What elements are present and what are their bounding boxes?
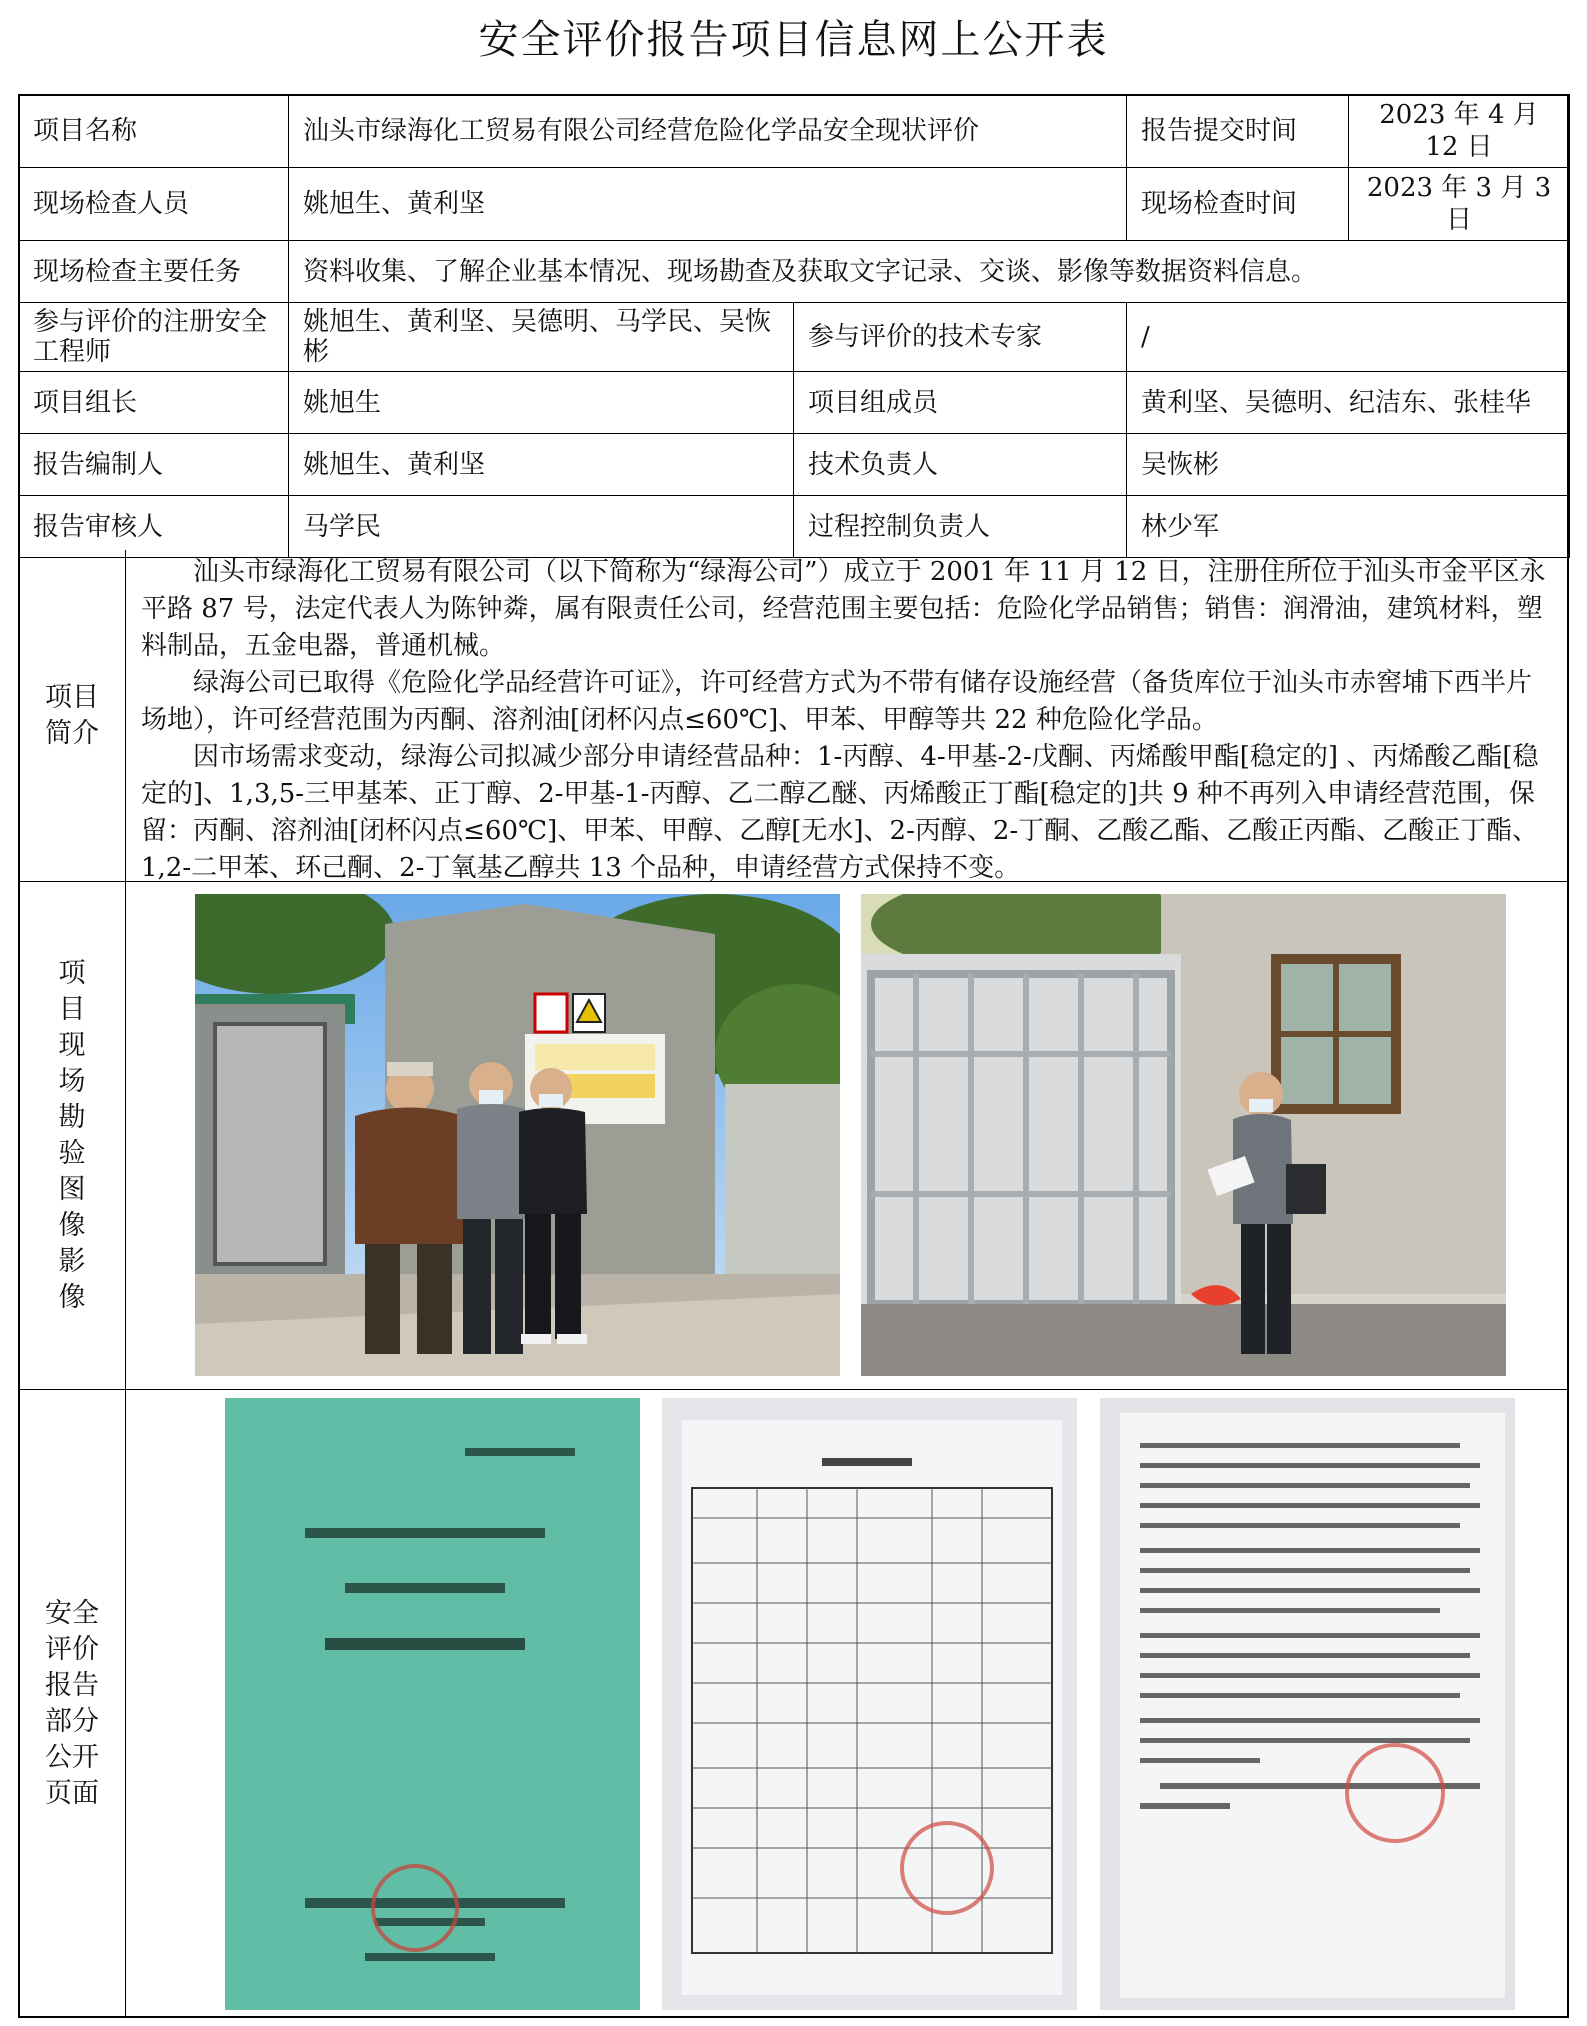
task-value: 资料收集、了解企业基本情况、现场勘查及获取文字记录、交谈、影像等数据资料信息。 — [289, 241, 1570, 303]
table-row — [19, 496, 1570, 558]
intro-section — [18, 550, 1569, 882]
report-pages-section — [18, 1390, 1569, 2018]
leader-value: 姚旭生 — [289, 372, 794, 434]
engineers-value: 姚旭生、黄利坚、吴德明、马学民、吴恢彬 — [289, 303, 794, 372]
project-name-value: 汕头市绿海化工贸易有限公司经营危险化学品安全现状评价 — [289, 95, 1127, 168]
compiler-value: 姚旭生、黄利坚 — [289, 434, 794, 496]
site-photo-entrance — [195, 894, 840, 1376]
inspect-time-label: 现场检查时间 — [1127, 168, 1349, 241]
leader-label: 项目组长 — [19, 372, 289, 434]
intro-paragraph: 绿海公司已取得《危险化学品经营许可证》，许可经营方式为不带有储存设施经营（备货库位于汕头市赤窖埔下西半片场地），许可经营范围为丙酮、溶剂油[闭杯闪点≤60℃]、甲苯、甲醇等共 22 种危险化学品。 — [141, 668, 1533, 735]
members-label: 项目组成员 — [794, 372, 1127, 434]
compiler-label: 报告编制人 — [19, 434, 289, 496]
table-row — [19, 434, 1570, 496]
pages-label-text: 安全评价报告部分公开页面 — [45, 1597, 99, 1809]
report-cover-image — [225, 1398, 640, 2010]
inspectors-label: 现场检查人员 — [19, 168, 289, 241]
table-row — [19, 95, 1570, 168]
pages-label — [19, 1390, 126, 2017]
reviewer-value: 马学民 — [289, 496, 794, 558]
site-photos-section — [18, 882, 1569, 1390]
task-label: 现场检查主要任务 — [19, 241, 289, 303]
tech-value: 吴恢彬 — [1127, 434, 1570, 496]
submit-time-label: 报告提交时间 — [1127, 95, 1349, 168]
evaluator-signature-page-image — [662, 1398, 1077, 2010]
members-value: 黄利坚、吴德明、纪洁东、张桂华 — [1127, 372, 1570, 434]
project-name-label: 项目名称 — [19, 95, 289, 168]
reviewer-label: 报告审核人 — [19, 496, 289, 558]
inspectors-value: 姚旭生、黄利坚 — [289, 168, 1127, 241]
engineers-label: 参与评价的注册安全工程师 — [19, 303, 289, 372]
submit-time-value: 2023 年 4 月 12 日 — [1349, 95, 1570, 168]
intro-text — [141, 554, 1551, 887]
photos-label-text: 项目现场勘验图像影像 — [58, 957, 86, 1313]
intro-label-text: 项目简介 — [45, 681, 99, 749]
page-title: 安全评价报告项目信息网上公开表 — [478, 17, 1109, 63]
info-table — [18, 94, 1570, 558]
photos-label — [19, 882, 126, 1389]
inspect-time-value: 2023 年 3 月 3 日 — [1349, 168, 1570, 241]
table-row — [19, 303, 1570, 372]
table-row — [19, 168, 1570, 241]
intro-label — [19, 550, 126, 881]
tech-label: 技术负责人 — [794, 434, 1127, 496]
site-photo-gate — [861, 894, 1506, 1376]
experts-label: 参与评价的技术专家 — [794, 303, 1127, 372]
table-row — [19, 241, 1570, 303]
table-row — [19, 372, 1570, 434]
process-value: 林少军 — [1127, 496, 1570, 558]
intro-paragraph: 因市场需求变动，绿海公司拟减少部分申请经营品种：1-丙醇、4-甲基-2-戊酮、丙烯酸甲酯[稳定的] 、丙烯酸乙酯[稳定的]、1,3,5-三甲基苯、正丁醇、2-甲基-1-丙醇、乙二醇乙醚、丙烯酸正丁酯[稳定的]共 9 种不再列入申请经营范围，保留：丙酮、溶剂油[闭杯闪点≤60℃]、甲苯、甲醇、乙醇[无水]、2-丙醇、2-丁酮、乙酸乙酯、乙酸正丙酯、乙酸正丁酯、1,2-二甲苯、环己酮、2-丁氧基乙醇共 13 个品种，申请经营方式保持不变。 — [141, 742, 1539, 883]
intro-paragraph: 汕头市绿海化工贸易有限公司（以下简称为“绿海公司”）成立于 2001 年 11 月 12 日，注册住所位于汕头市金平区永平路 87 号，法定代表人为陈钟粦，属有限责任公司，经营范围主要包括：危险化学品销售；销售：润滑油，建筑材料，塑料制品，五金电器，普通机械。 — [141, 557, 1546, 661]
evaluation-conclusion-page-image — [1100, 1398, 1515, 2010]
process-label: 过程控制负责人 — [794, 496, 1127, 558]
experts-value: / — [1127, 303, 1570, 372]
